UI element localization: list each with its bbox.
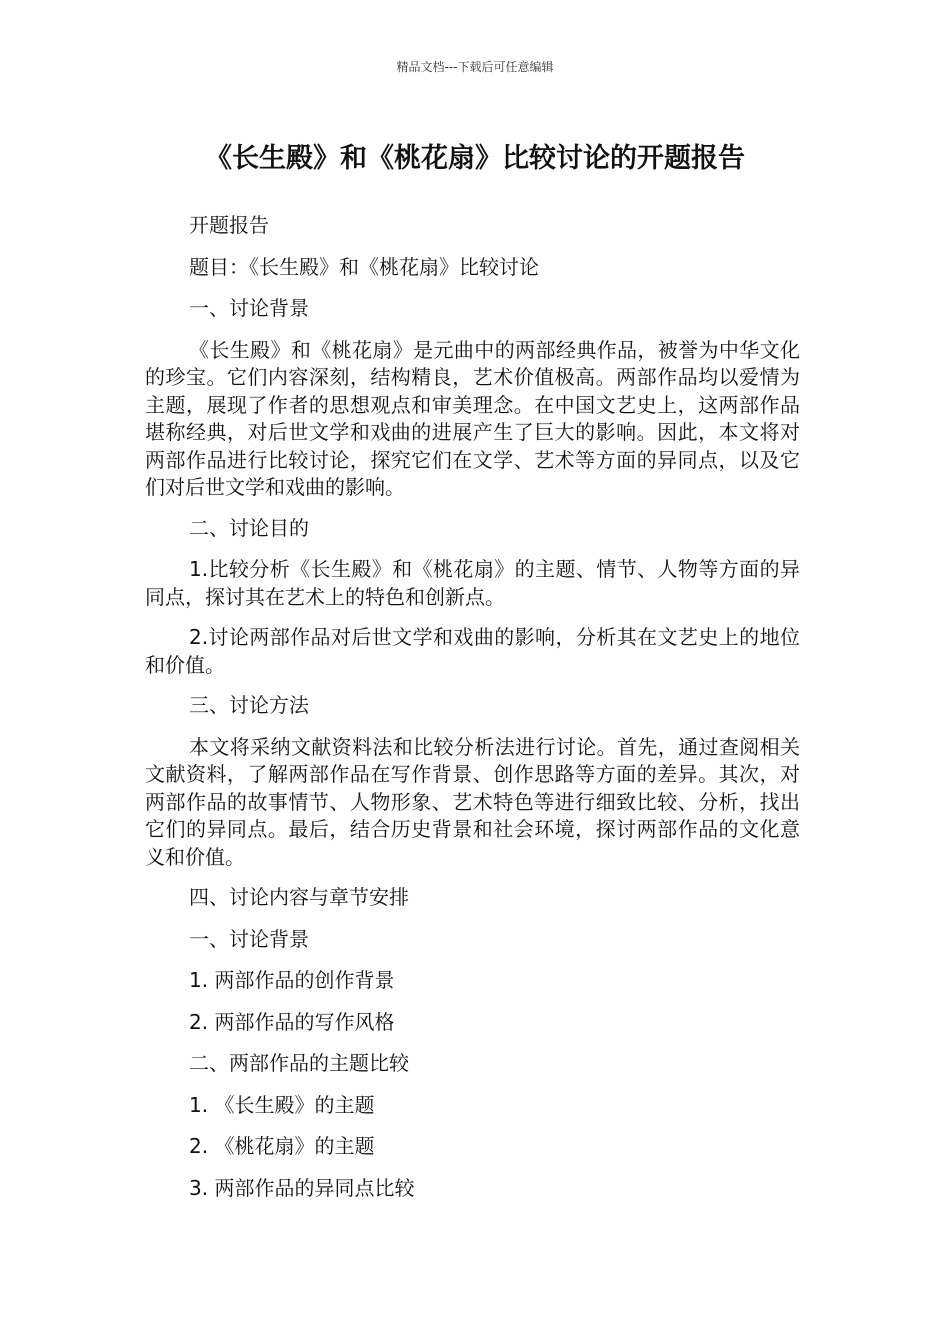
- outline-chapter-1-heading: 一、讨论背景: [189, 926, 309, 951]
- outline-chapter-1-item-2: 2. 两部作品的写作风格: [189, 1009, 395, 1034]
- section-2-item-2: 2.讨论两部作品对后世文学和戏曲的影响，分析其在文艺史上的地位和价值。: [145, 625, 800, 677]
- section-3-heading: 三、讨论方法: [189, 693, 309, 717]
- section-1-heading: 一、讨论背景: [189, 296, 309, 320]
- topic-line: 题目：《长生殿》和《桃花扇》比较讨论: [189, 254, 539, 279]
- header-note: 精品文档---下载后可任意编辑: [396, 60, 554, 74]
- outline-chapter-2-item-2: 2. 《桃花扇》的主题: [189, 1134, 375, 1158]
- outline-chapter-2-item-3: 3. 两部作品的异同点比较: [189, 1175, 415, 1200]
- document-title: 《长生殿》和《桃花扇》比较讨论的开题报告: [205, 143, 745, 174]
- document-body: [145, 212, 800, 1216]
- outline-chapter-2-item-1: 1. 《长生殿》的主题: [189, 1092, 375, 1117]
- section-1-paragraph: 《长生殿》和《桃花扇》是元曲中的两部经典作品，被誉为中华文化的珍宝。它们内容深刻，结构精良，艺术价值极高。两部作品均以爱情为主题，展现了作者的思想观点和审美理念。在中国文艺史上，这两部作品堪称经典，对后世文学和戏曲的进展产生了巨大的影响。因此，本文将对两部作品进行比较讨论，探究它们在文学、艺术等方面的异同点，以及它们对后世文学和戏曲的影响。: [145, 337, 800, 499]
- outline-chapter-1-item-1: 1. 两部作品的创作背景: [189, 968, 395, 992]
- section-4-heading: 四、讨论内容与章节安排: [189, 885, 409, 909]
- section-2-heading: 二、讨论目的: [189, 515, 309, 540]
- section-2-item-1: 1.比较分析《长生殿》和《桃花扇》的主题、情节、人物等方面的异同点，探讨其在艺术上的特色和创新点。: [145, 557, 800, 609]
- section-3-paragraph: 本文将采纳文献资料法和比较分析法进行讨论。首先，通过查阅相关文献资料，了解两部作品在写作背景、创作思路等方面的差异。其次，对两部作品的故事情节、人物形象、艺术特色等进行细致比较、分析，找出它们的异同点。最后，结合历史背景和社会环境，探讨两部作品的文化意义和价值。: [145, 734, 800, 869]
- outline-chapter-2-heading: 二、两部作品的主题比较: [189, 1051, 409, 1075]
- report-label: 开题报告: [189, 213, 269, 237]
